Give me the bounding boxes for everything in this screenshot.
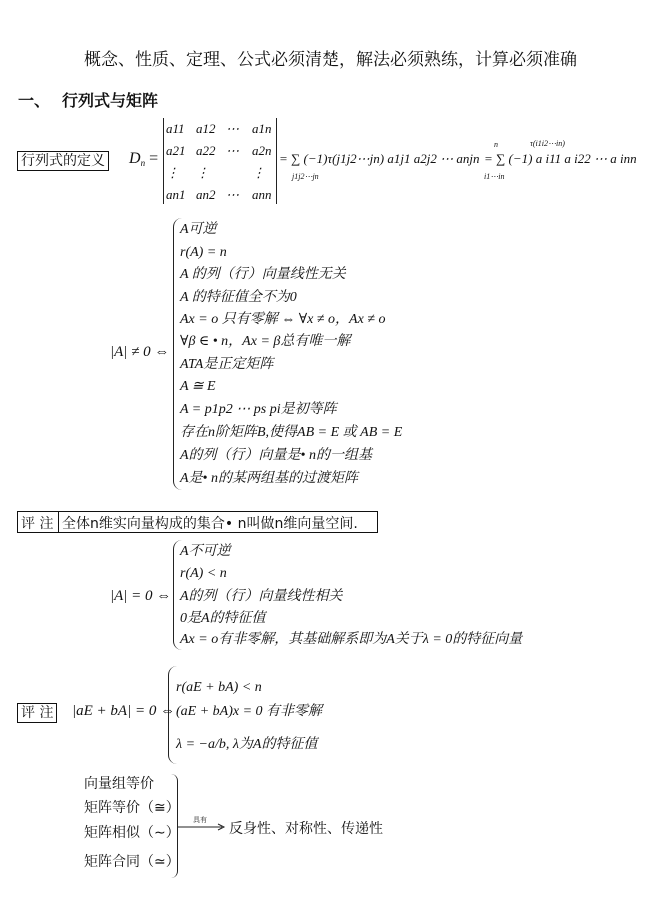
section-number: 一、	[18, 91, 51, 110]
zero-condition: A的列（行）向量线性相关	[180, 589, 343, 604]
note1-box	[17, 511, 378, 533]
zero-lhs: |A| = 0 ⇔	[110, 588, 172, 604]
determinant-sum-1-index: j1j2⋯jn	[292, 172, 319, 181]
determinant-lhs: $D_n$ =	[129, 150, 159, 168]
equivalence-brace	[171, 774, 178, 878]
matrix-row-4: an1 an2 ⋯ ann	[166, 187, 272, 202]
note1-label: 评 注	[21, 516, 54, 532]
determinant-label: 行列式的定义	[17, 151, 109, 171]
note2-label: 评 注	[17, 703, 57, 723]
equivalence-item: 向量组等价	[84, 776, 154, 792]
determinant-sum-2-index: i1⋯in	[484, 172, 505, 181]
nonzero-condition: A的列（行）向量是• n的一组基	[180, 448, 372, 463]
equivalence-item: 矩阵等价（≅）	[84, 800, 180, 816]
equivalence-item: 矩阵合同（≃）	[84, 854, 180, 870]
nonzero-condition: Ax = o 只有零解 ⇔ ∀x ≠ o，Ax ≠ o	[180, 312, 386, 327]
nonzero-condition: A是• n的某两组基的过渡矩阵	[180, 471, 358, 486]
nonzero-condition: A ≅ E	[180, 379, 216, 394]
nonzero-condition: A = p1p2 ⋯ ps pi是初等阵	[180, 402, 337, 417]
determinant-sum-1: = ∑ (−1)τ(j1j2⋯jn) a1j1 a2j2 ⋯ anjn	[279, 151, 480, 166]
determinant-left-bar	[163, 118, 164, 204]
nonzero-lhs: |A| ≠ 0 ⇔	[110, 344, 170, 360]
note1-divider	[58, 511, 59, 533]
right-arrow-icon	[178, 822, 228, 832]
note2-condition: λ = −a/b, λ为A的特征值	[176, 737, 318, 752]
nonzero-condition: ATA是正定矩阵	[180, 357, 274, 372]
nonzero-condition: A 的列（行）向量线性无关	[180, 267, 346, 282]
nonzero-condition: ∀β ∈ • n，Ax = β总有唯一解	[180, 334, 351, 349]
equivalence-result: 反身性、对称性、传递性	[229, 821, 383, 837]
nonzero-condition: r(A) = n	[180, 245, 227, 260]
note1-text: 全体n维实向量构成的集合• n叫做n维向量空间.	[62, 516, 358, 532]
nonzero-condition: A可逆	[180, 222, 217, 237]
determinant-sum-2: = ∑ (−1) a i11 a i22 ⋯ a inn	[484, 151, 637, 166]
note2-condition: (aE + bA)x = 0 有非零解	[176, 704, 323, 719]
note2-lhs: |aE + bA| = 0 ⇔	[72, 703, 176, 719]
determinant-right-bar	[276, 118, 277, 204]
section-title: 行列式与矩阵	[62, 91, 159, 110]
matrix-row-2: a21 a22 ⋯ a2n	[166, 143, 272, 158]
zero-condition: Ax = o有非零解，其基础解系即为A关于λ = 0的特征向量	[180, 632, 523, 647]
matrix-row-1: a11 a12 ⋯ a1n	[166, 121, 272, 136]
note2-condition: r(aE + bA) < n	[176, 680, 262, 695]
nonzero-condition: A 的特征值全不为0	[180, 290, 297, 305]
determinant-sum-2-tau: τ(i1i2⋯in)	[530, 139, 565, 148]
equivalence-item: 矩阵相似（∼）	[84, 825, 180, 841]
determinant-sum-2-upper: n	[494, 140, 498, 149]
determinant-matrix	[166, 118, 272, 206]
header-motto: 概念、性质、定理、公式必须清楚，解法必须熟练，计算必须准确	[84, 50, 577, 70]
zero-condition: r(A) < n	[180, 566, 227, 581]
zero-condition: A不可逆	[180, 544, 231, 559]
zero-condition: 0是A的特征值	[180, 611, 266, 626]
matrix-row-3: ⋮ ⋮ ⋮	[166, 165, 265, 180]
nonzero-condition: 存在n阶矩阵B,使得AB = E 或 AB = E	[180, 425, 403, 440]
equivalence-arrow-label: 具有	[193, 816, 207, 824]
